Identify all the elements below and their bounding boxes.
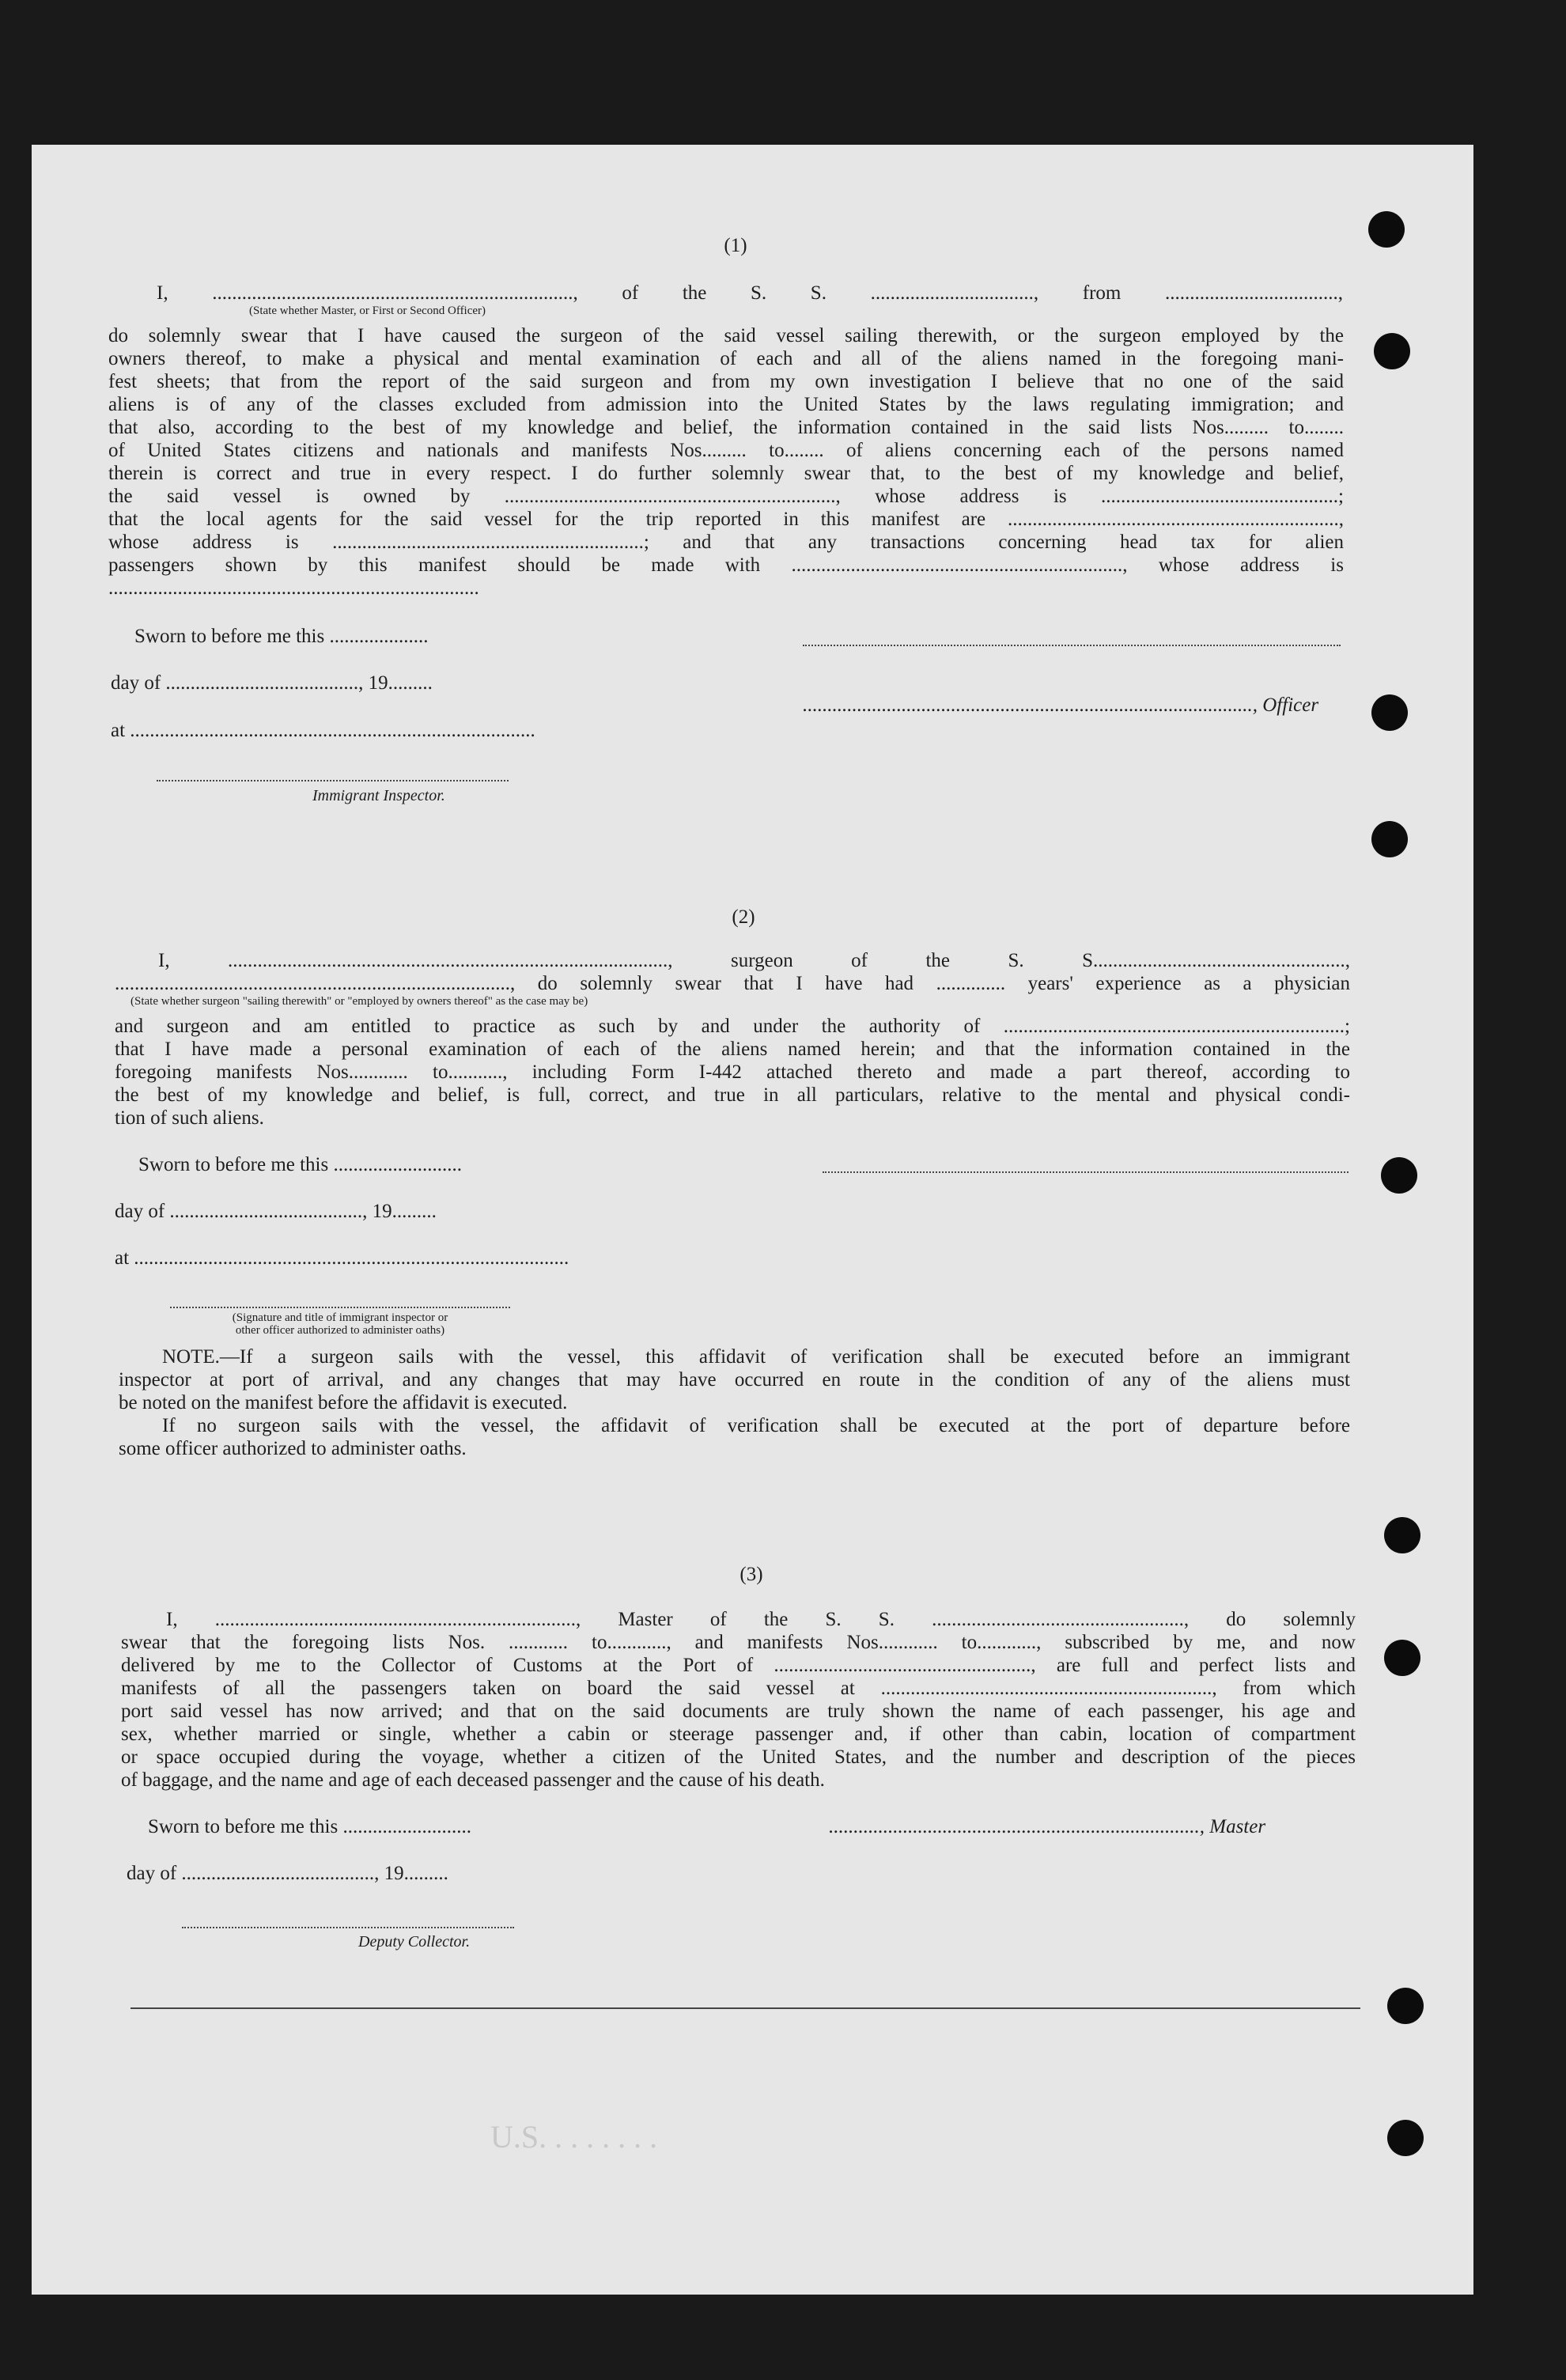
punch-hole — [1384, 1640, 1420, 1676]
section-2-line: ................................................................................, do solemnly swear that I have had .............. years' experience as a physician — [115, 973, 1350, 994]
section-1-line: the said vessel is owned by ..................................................................., whose address is ................................................; — [108, 486, 1344, 507]
punch-hole — [1387, 1988, 1424, 2024]
section-3-line: port said vessel has now arrived; and that on the said documents are truly shown the name of each passenger, his age and — [121, 1701, 1356, 1722]
signature-note: other officer authorized to administer oaths) — [235, 1324, 445, 1337]
sworn-line: Sworn to before me this .......................... — [148, 1816, 471, 1837]
section-3-line: delivered by me to the Collector of Customs at the Port of ...................................................., are full and perfect lists and — [121, 1655, 1356, 1676]
signature-note: (Signature and title of immigrant inspector or — [232, 1311, 448, 1324]
signature-line — [157, 780, 509, 781]
punch-hole — [1371, 694, 1408, 731]
punch-hole — [1387, 2120, 1424, 2156]
section-1-line: passengers shown by this manifest should be made with ..................................................................., whose address is — [108, 554, 1344, 576]
section-2-line: the best of my knowledge and belief, is full, correct, and true in all particulars, relative to the mental and physical condi- — [115, 1084, 1350, 1106]
day-line: day of ......................................., 19......... — [111, 672, 433, 694]
section-3-line: swear that the foregoing lists Nos. ............ to............, and manifests Nos............ to............, subscribed by me, and now — [121, 1632, 1356, 1653]
note-paragraph: If no surgeon sails with the vessel, the affidavit of verification shall be executed at the port of departure before — [162, 1415, 1350, 1436]
day-line: day of ......................................., 19......... — [127, 1863, 448, 1884]
day-line: day of ......................................., 19......... — [115, 1201, 437, 1222]
master-signature: ..........................................................................., Master — [829, 1816, 1266, 1837]
section-3-line: I, ........................................................................., Master of the S. S. ..................................................., do solemnly — [166, 1609, 1356, 1630]
at-line: at ........................................................................................ — [115, 1247, 569, 1269]
section-1-number: (1) — [724, 235, 747, 256]
title-note: (State whether Master, or First or Second Officer) — [249, 305, 486, 317]
section-1-line: whose address is ...............................................................; and that any transactions concerning head tax for alien — [108, 532, 1344, 553]
section-1-line: fest sheets; that from the report of the said surgeon and from my own investigation I believe that no one of the said — [108, 371, 1344, 392]
punch-hole — [1384, 1517, 1420, 1553]
section-1-line: of United States citizens and nationals and manifests Nos......... to........ of aliens concerning each of the persons named — [108, 440, 1344, 461]
section-3-line: of baggage, and the name and age of each deceased passenger and the cause of his death. — [121, 1769, 825, 1791]
section-2-number: (2) — [732, 906, 755, 928]
signature-line — [803, 645, 1341, 646]
punch-hole — [1374, 333, 1410, 369]
section-3-line: sex, whether married or single, whether a cabin or steerage passenger and, if other than cabin, location of compartment — [121, 1724, 1356, 1745]
section-2-line: foregoing manifests Nos............ to..........., including Form I-442 attached thereto and made a part thereof, according to — [115, 1061, 1350, 1083]
punch-hole — [1381, 1157, 1417, 1194]
section-1-line: that also, according to the best of my knowledge and belief, the information contained in the said lists Nos......... to........ — [108, 417, 1344, 438]
sworn-line: Sworn to before me this .......................... — [138, 1154, 462, 1175]
section-1-line: owners thereof, to make a physical and mental examination of each and all of the aliens named in the foregoing mani- — [108, 348, 1344, 369]
section-1-line: therein is correct and true in every respect. I do further solemnly swear that, to the best of my knowledge and belief, — [108, 463, 1344, 484]
section-2-line: tion of such aliens. — [115, 1107, 264, 1129]
section-1-line: that the local agents for the said vessel for the trip reported in this manifest are ..................................................................., — [108, 509, 1344, 530]
bleed-through-mark: U.S. . . . . . . . — [490, 2119, 658, 2155]
section-2-line: I, ........................................................................................., surgeon of the S. S..................................................., — [158, 950, 1350, 971]
trailing-dots: ........................................................................... — [108, 577, 479, 599]
note-paragraph: NOTE.—If a surgeon sails with the vessel, this affidavit of verification shall be executed before an immigrant — [162, 1346, 1350, 1368]
note-paragraph: inspector at port of arrival, and any changes that may have occurred en route in the condition of any of the aliens must — [119, 1369, 1350, 1391]
bottom-rule — [130, 2007, 1360, 2009]
section-1-line: I, ........................................................................., of the S. S. ................................., from ..................................., — [157, 282, 1343, 304]
section-1-line: aliens is of any of the classes excluded from admission into the United States by the laws regulating immigration; and — [108, 394, 1344, 415]
punch-hole — [1368, 211, 1405, 248]
surgeon-note: (State whether surgeon "sailing therewith" or "employed by owners thereof" as the case may be) — [130, 995, 588, 1008]
note-paragraph: some officer authorized to administer oaths. — [119, 1438, 467, 1459]
section-3-number: (3) — [740, 1564, 763, 1585]
signature-line — [182, 1927, 514, 1928]
inspector-label: Immigrant Inspector. — [312, 787, 445, 804]
punch-hole — [1371, 821, 1408, 857]
signature-line — [170, 1307, 510, 1308]
section-2-line: and surgeon and am entitled to practice as such by and under the authority of .....................................................................; — [115, 1016, 1350, 1037]
note-paragraph: be noted on the manifest before the affidavit is executed. — [119, 1392, 568, 1413]
sworn-line: Sworn to before me this .................... — [134, 626, 429, 647]
section-3-line: manifests of all the passengers taken on board the said vessel at ..................................................................., from which — [121, 1678, 1356, 1699]
section-3-line: or space occupied during the voyage, whether a citizen of the United States, and the number and description of the pieces — [121, 1746, 1356, 1768]
officer-signature: ..........................................................................................., Officer — [803, 694, 1319, 716]
document-page — [32, 145, 1473, 2295]
deputy-label: Deputy Collector. — [358, 1933, 471, 1951]
signature-line — [823, 1171, 1348, 1173]
section-1-line: do solemnly swear that I have caused the surgeon of the said vessel sailing therewith, or the surgeon employed by the — [108, 325, 1344, 346]
section-2-line: that I have made a personal examination of each of the aliens named herein; and that the information contained in the — [115, 1039, 1350, 1060]
at-line: at .................................................................................. — [111, 720, 535, 741]
